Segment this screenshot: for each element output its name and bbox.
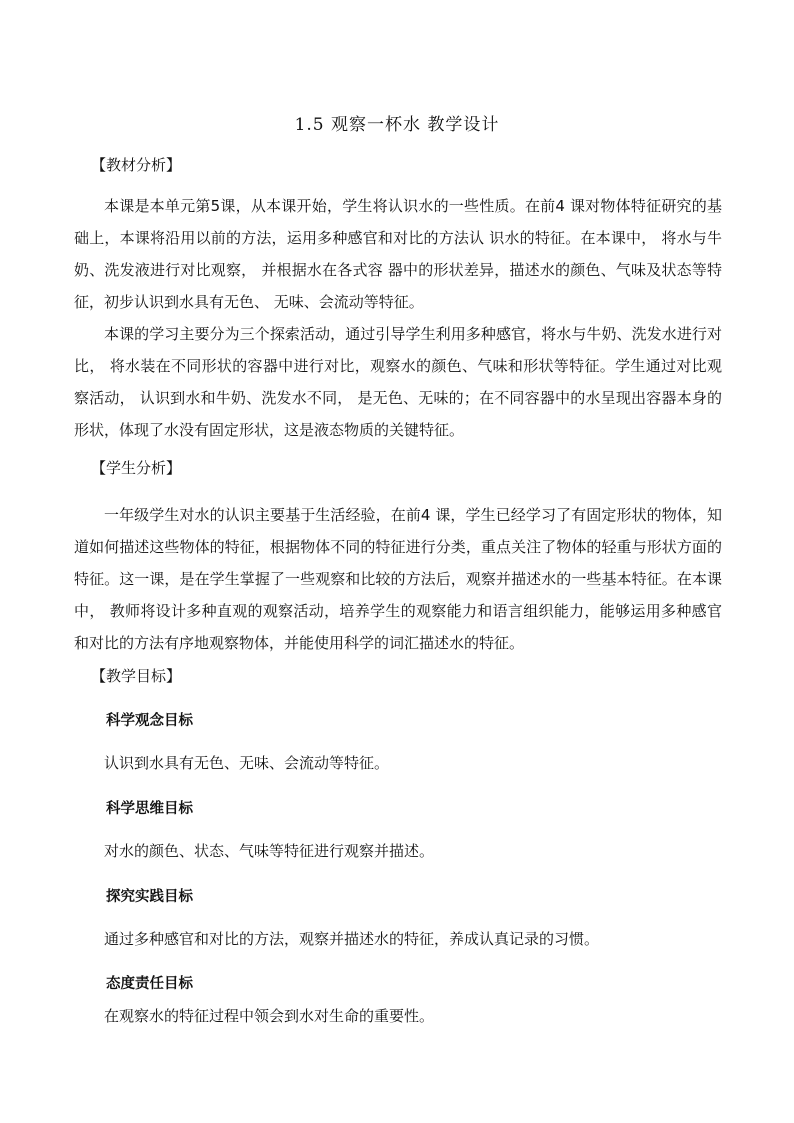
goal-label-scientific-thinking: 科学思维目标 [106, 801, 193, 817]
section-heading-teaching-goals: 【教学目标】 [91, 667, 182, 685]
goal-label-attitude-responsibility: 态度责任目标 [106, 976, 193, 992]
goal-text-inquiry-practice: 通过多种感官和对比的方法，观察并描述水的特征，养成认真记录的习惯。 [104, 930, 600, 948]
goal-text-attitude-responsibility: 在观察水的特征过程中领会到水对生命的重要性。 [104, 1007, 435, 1025]
paragraph-student-analysis: 一年级学生对水的认识主要基于生活经验，在前4 课，学生已经学习了有固定形状的物体，知道如何描述这些物体的特征，根据物体不同的特征进行分类，重点关注了物体的轻重与形状方面的特征。这一课，是在学生掌握了一些观察和比较的方法后，观察并描述水的一些基本特征。在本课中， 教师将设计多种直观的观察活动，培养学生的观察能力和语言组织能力，能够运用多种感官和对比的方法有序地观察物体，并能使用科学的词汇描述水的特征。 [74, 506, 722, 652]
section-heading-student-analysis: 【学生分析】 [91, 459, 182, 477]
page-title: 1.5 观察一杯水 教学设计 [294, 115, 500, 135]
goal-text-scientific-concept: 认识到水具有无色、无味、会流动等特征。 [104, 754, 390, 772]
goal-label-inquiry-practice: 探究实践目标 [106, 889, 193, 905]
goal-text-scientific-thinking: 对水的颜色、状态、气味等特征进行观察并描述。 [104, 842, 435, 860]
paragraph-textbook-analysis-1: 本课是本单元第5课，从本课开始，学生将认识水的一些性质。在前4 课对物体特征研究的基础上，本课将沿用以前的方法，运用多种感官和对比的方法认 识水的特征。在本课中， 将水与牛奶、洗发液进行对比观察， 并根据水在各式容 器中的形状差异，描述水的颜色、气味及状态等特征，初步认识到水具有无色、 无味、会流动等特征。 [74, 197, 722, 311]
paragraph-textbook-analysis-2: 本课的学习主要分为三个探索活动，通过引导学生利用多种感官，将水与牛奶、洗发水进行对比， 将水装在不同形状的容器中进行对比，观察水的颜色、气味和形状等特征。学生通过对比观察活动， 认识到水和牛奶、洗发水不同， 是无色、无味的；在不同容器中的水呈现出容器本身的形状，体现了水没有固定形状，这是液态物质的关键特征。 [74, 325, 722, 439]
goal-label-scientific-concept: 科学观念目标 [106, 713, 193, 729]
section-heading-textbook-analysis: 【教材分析】 [91, 156, 182, 174]
